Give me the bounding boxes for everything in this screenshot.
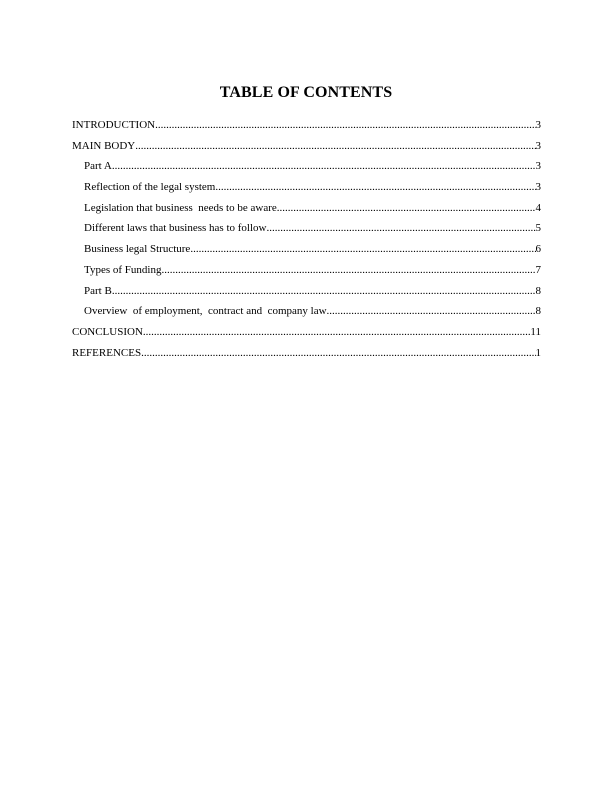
- toc-entry-label[interactable]: CONCLUSION: [72, 325, 143, 338]
- toc-entry-part-a[interactable]: [72, 156, 541, 177]
- toc-entry-label[interactable]: Types of Funding: [84, 263, 162, 276]
- toc-entry-label[interactable]: Overview of employment, contract and company law: [84, 305, 327, 318]
- toc-entry-part-b[interactable]: [72, 281, 541, 302]
- toc-dot-leader: [112, 281, 536, 302]
- toc-entry-legislation[interactable]: [72, 198, 541, 219]
- toc-dot-leader: [267, 218, 536, 239]
- toc-entry-page-number: 3: [535, 119, 541, 131]
- toc-entry-label[interactable]: Part A: [84, 160, 112, 173]
- toc-entry-page-number: 6: [535, 243, 541, 256]
- toc-dot-leader: [161, 260, 535, 281]
- toc-entry-reflection-legal-system[interactable]: [72, 177, 541, 198]
- toc-dot-leader: [190, 239, 535, 260]
- toc-entry-references[interactable]: [72, 343, 541, 364]
- toc-entry-page-number: 8: [535, 305, 541, 318]
- toc-title: TABLE OF CONTENTS: [219, 84, 393, 101]
- toc-entry-page-number: 3: [535, 139, 541, 152]
- toc-entry-label[interactable]: REFERENCES: [72, 346, 142, 359]
- toc-dot-leader: [155, 115, 535, 136]
- toc-entry-types-of-funding[interactable]: [72, 260, 541, 281]
- toc-entry-introduction[interactable]: [72, 115, 541, 136]
- toc-entry-main-body[interactable]: [72, 136, 541, 157]
- toc-entry-label[interactable]: Different laws that business has to follow: [84, 222, 267, 235]
- toc-entry-page-number: 3: [535, 160, 541, 173]
- toc-entry-label[interactable]: Business legal Structure: [84, 243, 191, 256]
- toc-entry-conclusion[interactable]: [72, 322, 541, 343]
- toc-entry-page-number: 3: [535, 181, 541, 194]
- toc-dot-leader: [215, 177, 535, 198]
- toc-dot-leader: [135, 136, 535, 157]
- toc-dot-leader: [327, 301, 536, 322]
- toc-entry-label[interactable]: INTRODUCTION: [72, 119, 156, 131]
- toc-entry-different-laws[interactable]: [72, 218, 541, 239]
- toc-entry-page-number: 5: [535, 222, 541, 235]
- toc-dot-leader: [141, 343, 535, 364]
- toc-entry-page-number: 8: [535, 284, 541, 297]
- toc-entry-overview-law[interactable]: [72, 301, 541, 322]
- toc-list: [72, 115, 541, 363]
- toc-entry-page-number: 1: [535, 346, 541, 359]
- toc-dot-leader: [112, 156, 536, 177]
- toc-entry-label[interactable]: Reflection of the legal system: [84, 181, 216, 194]
- toc-entry-label[interactable]: Part B: [84, 284, 112, 297]
- toc-dot-leader: [143, 322, 531, 343]
- toc-dot-leader: [277, 198, 536, 219]
- toc-entry-label[interactable]: MAIN BODY: [72, 139, 136, 152]
- toc-entry-page-number: 11: [530, 325, 541, 338]
- toc-entry-business-legal-structure[interactable]: [72, 239, 541, 260]
- toc-entry-page-number: 7: [535, 263, 541, 276]
- toc-entry-page-number: 4: [535, 201, 541, 214]
- toc-entry-label[interactable]: Legislation that business needs to be aware: [84, 201, 277, 214]
